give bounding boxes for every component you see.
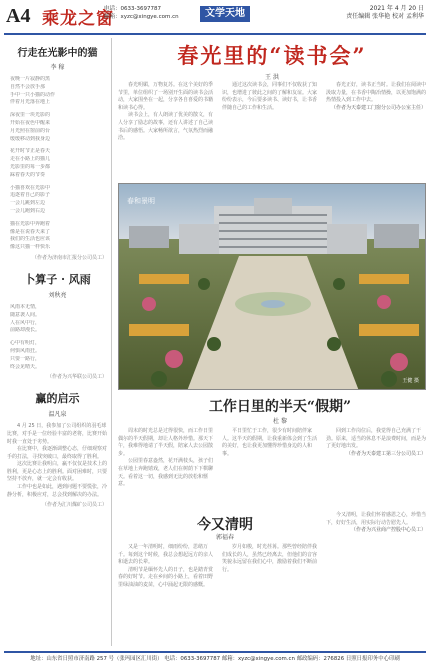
paragraph: 公园里春意盎然，花开满枝头，孩子们在草地上奔跑嬉戏，老人们在树荫下下棋聊天。看着这一切，我感到无比的放松和惬意。 bbox=[118, 458, 214, 488]
masthead-contact bbox=[104, 5, 179, 21]
author-note: （作者为济南市汇报分公司员工） bbox=[31, 254, 107, 261]
page-number: A4 bbox=[6, 5, 31, 27]
poem-title: 行走在光影中的猫 bbox=[17, 48, 98, 59]
article-title: 工作日里的半天“假期” bbox=[208, 399, 352, 415]
author-note: （作者为兴华联公司员工） bbox=[46, 374, 107, 381]
paragraph: 在比赛中，我逐渐调整心态，仔细观察对手的打法，寻找突破口，最终取得了胜利。 bbox=[7, 446, 108, 460]
poem-body bbox=[4, 304, 111, 371]
poem-line: 心中有明灯， bbox=[10, 340, 41, 347]
essay-author: 温凡泉 bbox=[48, 411, 67, 419]
paper-logo: 乘龙之窗 bbox=[42, 9, 114, 29]
author-note: （作者为天泰建工第三分公司员工） bbox=[345, 450, 426, 457]
main-title: 春光里的“读书会” bbox=[177, 43, 367, 68]
paragraph: 岁月如梭，时光荏苒。那些曾经陪伴我们成长的人，虽然已经离去，但他们的音容笑貌永远留在我们心中，激励着我们不断前行。 bbox=[222, 544, 318, 573]
poem-line: 一会儿跑到右边 bbox=[10, 207, 46, 214]
poem-line: 伴着月光落在地上 bbox=[10, 99, 51, 106]
poem-author: 李 稼 bbox=[50, 64, 65, 71]
masthead-rule bbox=[4, 33, 426, 35]
poem-line: 何惧风雨狂。 bbox=[10, 347, 41, 354]
poem-line: 我们的生活也应该 bbox=[10, 236, 51, 243]
paragraph: 平日里忙于工作，很少有时间陪伴家人。这半天的假期，让我重新体会到了生活的美好，也让我更加懂得珍惜身边的人和事。 bbox=[222, 428, 318, 457]
left-column bbox=[4, 38, 112, 646]
contact-line: 邮箱：xyzc@xingye.com.cn bbox=[104, 14, 179, 20]
poem-author: 刘秋亮 bbox=[48, 291, 67, 299]
main-author: 王 洪 bbox=[265, 74, 279, 81]
article-author: 郭福春 bbox=[215, 534, 234, 541]
article2-col3 bbox=[326, 428, 426, 458]
paragraph: 这次比赛让我明白，赢不仅仅是技术上的胜利，更是心态上的胜利。面对困难时，只要坚持不放弃，就一定会有收获。 bbox=[7, 461, 108, 483]
main-article-header bbox=[118, 40, 426, 81]
article2-col1 bbox=[118, 428, 216, 489]
spring-campus-photo bbox=[118, 183, 426, 390]
campus-aerial-image bbox=[119, 184, 426, 390]
article2-col2 bbox=[222, 428, 320, 458]
editor-line: 责任编辑 张华艳 校对 孟利华 bbox=[346, 13, 424, 20]
poem-line: 夜晚一片寂静的黑 bbox=[10, 76, 51, 82]
contact-line: 电话：0633-3697787 bbox=[104, 6, 161, 12]
poem-line: 花开时节正是春天 bbox=[10, 148, 51, 155]
paragraph: 工作中也是如此，遇到问题不要慌张，冷静分析，积极应对，总会找到解决的办法。 bbox=[7, 484, 108, 498]
poem-line: 小猫喜欢在光影中 bbox=[10, 184, 51, 191]
paragraph: 回到工作岗位后，我觉得自己充满了干劲。原来，适当的休息不是浪费时间，而是为了更好地出发。 bbox=[326, 428, 427, 450]
poem-line: 追逐着自己的影子 bbox=[10, 192, 51, 199]
poem-title: 卜算子 · 风雨 bbox=[24, 272, 91, 286]
author-note: （作者为天泰建工门窗分公司办公室主任） bbox=[330, 104, 426, 111]
paragraph: 又是一年清明时，细雨纷纷，思绪万千。每到这个时候，我总会想起远方的亲人和逝去的长辈。 bbox=[118, 544, 214, 566]
poem-line: 终会见晴天。 bbox=[10, 363, 41, 370]
page-footer: 地址：山东省日照市济南路 257 号（张玛园区汇川街） 电话：0633-3697787 邮箱：xyzc@xingye.com.cn 邮政编码：276826 日照日报印务中心印刷 bbox=[4, 651, 426, 665]
poem-line: 踩着春天的节奏 bbox=[10, 171, 46, 178]
article3-col1 bbox=[118, 544, 216, 590]
essay-body bbox=[4, 423, 111, 499]
article-author: 杜 黎 bbox=[273, 418, 287, 425]
paragraph: 通过这次读书会，同事们不仅收获了知识，也增进了彼此之间的了解和友谊。大家纷纷表示，今后要多读书、读好书，让书香伴随自己的工作和生活。 bbox=[222, 82, 318, 111]
masthead bbox=[4, 3, 426, 33]
poem-line: 随意袭人间。 bbox=[10, 311, 41, 318]
poem-line: 前路却漫长。 bbox=[10, 327, 41, 334]
poem-line: 一会儿跳到左边 bbox=[10, 200, 46, 207]
paragraph: 清明节是缅怀先人的日子，也是踏青赏春的好时节。走在乡间的小路上，看着田野里绿油油的麦苗，心中涌起无限的感慨。 bbox=[118, 566, 214, 588]
poem-line: 像是在说春天来了 bbox=[10, 228, 51, 235]
poem-line: 手中一只小猫的动作 bbox=[10, 91, 56, 98]
poem-line: 猫在光影中奔跑着 bbox=[10, 220, 51, 227]
photo-credit: 王健 摄 bbox=[402, 378, 419, 384]
paragraph: 读书会上，有人朗读了优美的散文，有人分享了励志的故事，还有人讲述了自己读书后的感悟。大家畅所欲言，气氛热烈而融洽。 bbox=[118, 112, 214, 142]
author-note: （作者为兴业商产控股中心员工） bbox=[350, 527, 426, 534]
poem-line: 自然不会放手那 bbox=[10, 83, 46, 90]
paragraph: 春光明媚，万物复苏。在这个美好的季节里，单位组织了一场别开生面的读书会活动，大家围坐在一起，分享各自喜爱的书籍和读书心得。 bbox=[118, 82, 214, 111]
article-title: 今又清明 bbox=[197, 517, 253, 533]
main-text-col2 bbox=[222, 82, 320, 112]
essay-title: 赢的启示 bbox=[35, 392, 80, 406]
poem-body bbox=[4, 76, 111, 252]
article3-col3 bbox=[326, 512, 426, 535]
paragraph: 今又清明，让我们怀着感恩之心，珍惜当下，好好生活，用实际行动告慰先人。 bbox=[326, 512, 427, 526]
paragraph: 4 月 25 日，我参加了公司组织的羽毛球比赛，对手是一位经验丰富的老将，比赛开始时我一直处于劣势。 bbox=[7, 423, 108, 445]
date-info bbox=[346, 5, 424, 21]
photo-caption: 春和景明 bbox=[127, 197, 155, 205]
issue-date: 2021 年 4 月 20 日 bbox=[369, 5, 424, 12]
main-text-col3 bbox=[326, 82, 426, 112]
poem-line: 深夜里一块光影的 bbox=[10, 112, 51, 119]
poem-line: 月光照在窗前的台 bbox=[10, 127, 51, 134]
paragraph: 周末的时光总是过得很快，而工作日里偶尔的半天假期，却让人格外珍惜。那天下午，我难得地请了半天假，陪家人去公园散步。 bbox=[118, 428, 214, 457]
poem-line: 像这只猫一样快乐 bbox=[10, 244, 51, 251]
poem-line: 人在风中行， bbox=[10, 319, 41, 326]
poem-line: 光影里的每一步都 bbox=[10, 163, 51, 170]
poem-line: 走在小路上的猫儿 bbox=[10, 156, 51, 163]
article3-col2 bbox=[222, 544, 320, 574]
paragraph: 春光正好，读书正当时。让我们在阅读中汲取力量，在书香中陶冶情操，以更加饱满的热情投入到工作中去。 bbox=[326, 82, 427, 104]
poem-line: 只要一路行， bbox=[10, 355, 41, 362]
poem-line: 缓缓移动到我身边 bbox=[10, 135, 51, 142]
section-label: 文学天地 bbox=[200, 6, 250, 22]
poem-line: 开始在夜色中醒来 bbox=[10, 119, 51, 126]
author-note: （作者为汇川煤矿公司员工） bbox=[41, 502, 107, 509]
poem-line: 风雨本无情， bbox=[10, 303, 41, 310]
main-text-col1 bbox=[118, 82, 216, 143]
